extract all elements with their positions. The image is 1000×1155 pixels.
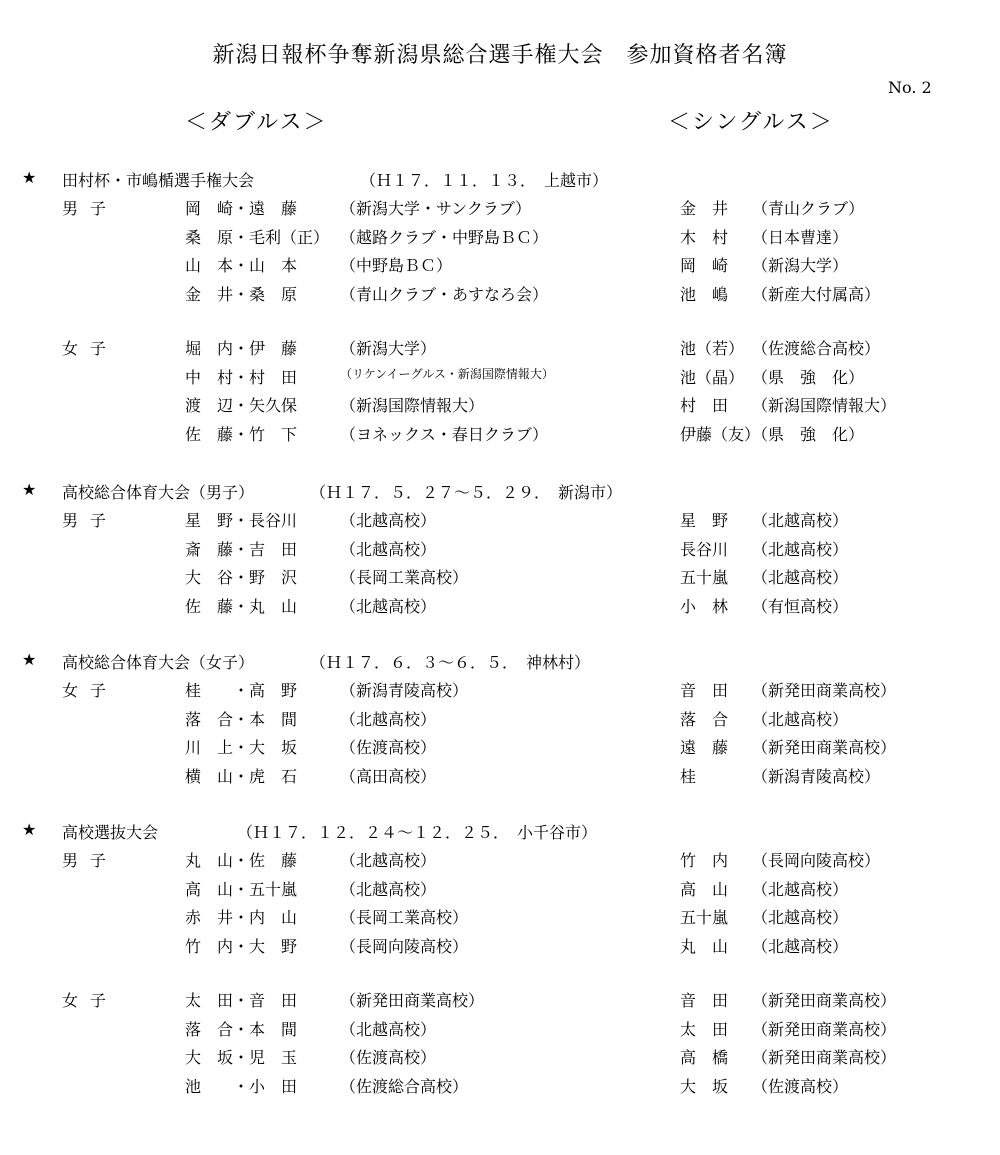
doubles-pair: 山 本・山 本 bbox=[185, 256, 298, 276]
star-icon: ★ bbox=[22, 480, 37, 499]
entry-row bbox=[0, 1045, 1000, 1073]
doubles-club: （北越高校） bbox=[340, 709, 437, 729]
entry-row bbox=[0, 565, 1000, 593]
singles-club: （新発田商業高校） bbox=[752, 681, 897, 700]
doubles-club: （北越高校） bbox=[340, 1019, 437, 1039]
singles-player: 伊藤（友） bbox=[680, 424, 761, 444]
singles-club: （新潟青陵高校） bbox=[752, 766, 881, 786]
entry-row bbox=[0, 764, 1000, 792]
singles-player: 木 村 bbox=[680, 227, 729, 247]
doubles-pair: 斎 藤・吉 田 bbox=[185, 539, 298, 559]
doubles-pair: 大 坂・児 玉 bbox=[185, 1048, 298, 1068]
doubles-club: （リケンイーグルス・新潟国際情報大） bbox=[340, 366, 554, 381]
doubles-club: （ヨネックス・春日クラブ） bbox=[340, 424, 549, 444]
doubles-club: （新潟大学） bbox=[340, 339, 437, 358]
singles-club: （北越高校） bbox=[752, 709, 849, 729]
entry-row bbox=[0, 1074, 1000, 1102]
singles-player: 池（晶） bbox=[680, 367, 745, 387]
entry-row bbox=[0, 877, 1000, 905]
doubles-pair: 中 村・村 田 bbox=[185, 367, 298, 387]
section-info: （Ｈ１７．５．２７～５．２９． 新潟市） bbox=[310, 483, 623, 502]
section-name: 高校選抜大会 bbox=[62, 823, 159, 842]
star-icon: ★ bbox=[22, 820, 37, 839]
gender-label: 男子 bbox=[62, 199, 119, 218]
doubles-pair: 丸 山・佐 藤 bbox=[185, 851, 298, 870]
star-icon: ★ bbox=[22, 650, 37, 669]
singles-player: 丸 山 bbox=[680, 936, 729, 956]
entry-row bbox=[0, 905, 1000, 933]
gender-label: 女子 bbox=[62, 339, 119, 358]
page-title: 新潟日報杯争奪新潟県総合選手権大会 参加資格者名簿 bbox=[212, 43, 788, 68]
singles-player: 長谷川 bbox=[680, 539, 729, 559]
singles-club: （新発田商業高校） bbox=[752, 1048, 897, 1068]
doubles-pair: 佐 藤・竹 下 bbox=[185, 424, 298, 444]
entry-row bbox=[0, 393, 1000, 421]
doubles-club: （新潟国際情報大） bbox=[340, 396, 485, 416]
singles-club: （佐渡総合高校） bbox=[752, 339, 881, 358]
singles-club: （北越高校） bbox=[752, 908, 849, 928]
section-info: （Ｈ１７．１１．１３． 上越市） bbox=[360, 171, 609, 190]
singles-club: （新発田商業高校） bbox=[752, 1019, 897, 1039]
doubles-heading: ＜ダブルス＞ bbox=[185, 110, 328, 135]
gender-label: 女子 bbox=[62, 991, 119, 1010]
entry-row bbox=[0, 282, 1000, 310]
singles-player: 音 田 bbox=[680, 681, 729, 700]
singles-club: （新発田商業高校） bbox=[752, 738, 897, 758]
singles-club: （佐渡高校） bbox=[752, 1076, 849, 1096]
gender-label: 女子 bbox=[62, 681, 119, 700]
doubles-pair: 佐 藤・丸 山 bbox=[185, 596, 298, 616]
singles-club: （県 強 化） bbox=[752, 367, 865, 387]
singles-player: 岡 崎 bbox=[680, 256, 729, 276]
singles-player: 村 田 bbox=[680, 396, 729, 416]
entry-row bbox=[0, 196, 1000, 224]
doubles-club: （佐渡高校） bbox=[340, 1048, 437, 1068]
entry-row bbox=[0, 422, 1000, 450]
singles-player: 池（若） bbox=[680, 339, 745, 358]
doubles-pair: 岡 崎・遠 藤 bbox=[185, 199, 298, 218]
singles-player: 桂 bbox=[680, 766, 697, 786]
doubles-pair: 堀 内・伊 藤 bbox=[185, 339, 298, 358]
doubles-club: （北越高校） bbox=[340, 596, 437, 616]
doubles-club: （佐渡総合高校） bbox=[340, 1076, 469, 1096]
doubles-club: （青山クラブ・あすなろ会） bbox=[340, 284, 549, 304]
entry-row bbox=[0, 848, 1000, 876]
doubles-club: （北越高校） bbox=[340, 851, 437, 870]
section-name: 田村杯・市嶋楯選手権大会 bbox=[62, 171, 255, 190]
singles-player: 大 坂 bbox=[680, 1076, 729, 1096]
singles-club: （北越高校） bbox=[752, 936, 849, 956]
doubles-pair: 竹 内・大 野 bbox=[185, 936, 298, 956]
doubles-club: （北越高校） bbox=[340, 539, 437, 559]
doubles-club: （長岡工業高校） bbox=[340, 568, 469, 588]
singles-player: 太 田 bbox=[680, 1019, 729, 1039]
doubles-pair: 横 山・虎 石 bbox=[185, 766, 298, 786]
singles-club: （北越高校） bbox=[752, 568, 849, 588]
gender-label: 男子 bbox=[62, 511, 119, 530]
singles-player: 小 林 bbox=[680, 596, 729, 616]
entry-row bbox=[0, 225, 1000, 253]
singles-player: 遠 藤 bbox=[680, 738, 729, 758]
doubles-club: （北越高校） bbox=[340, 879, 437, 899]
singles-player: 高 橋 bbox=[680, 1048, 729, 1068]
singles-club: （新発田商業高校） bbox=[752, 991, 897, 1010]
entry-row bbox=[0, 336, 1000, 364]
doubles-club: （北越高校） bbox=[340, 511, 437, 530]
singles-heading: ＜シングルス＞ bbox=[668, 110, 834, 135]
singles-club: （日本曹達） bbox=[752, 227, 849, 247]
singles-player: 五十嵐 bbox=[680, 568, 729, 588]
entry-row bbox=[0, 508, 1000, 536]
entry-row bbox=[0, 1017, 1000, 1045]
singles-club: （北越高校） bbox=[752, 879, 849, 899]
entry-row bbox=[0, 707, 1000, 735]
doubles-pair: 川 上・大 坂 bbox=[185, 738, 298, 758]
singles-club: （北越高校） bbox=[752, 511, 849, 530]
singles-club: （北越高校） bbox=[752, 539, 849, 559]
doubles-pair: 桑 原・毛利（正） bbox=[185, 227, 330, 247]
singles-player: 落 合 bbox=[680, 709, 729, 729]
singles-player: 竹 内 bbox=[680, 851, 729, 870]
doubles-pair: 金 井・桑 原 bbox=[185, 284, 298, 304]
doubles-club: （長岡工業高校） bbox=[340, 908, 469, 928]
doubles-pair: 渡 辺・矢久保 bbox=[185, 396, 298, 416]
singles-player: 池 嶋 bbox=[680, 284, 729, 304]
doubles-club: （新潟青陵高校） bbox=[340, 681, 469, 700]
doubles-pair: 大 谷・野 沢 bbox=[185, 568, 298, 588]
section-info: （Ｈ１７．１２．２４～１２．２５． 小千谷市） bbox=[237, 823, 598, 842]
entry-row bbox=[0, 934, 1000, 962]
entry-row bbox=[0, 988, 1000, 1016]
doubles-club: （越路クラブ・中野島ＢＣ） bbox=[340, 227, 549, 247]
entry-row bbox=[0, 678, 1000, 706]
doubles-pair: 桂 ・高 野 bbox=[185, 681, 298, 700]
entry-row bbox=[0, 735, 1000, 763]
doubles-club: （新潟大学・サンクラブ） bbox=[340, 199, 532, 218]
doubles-club: （長岡向陵高校） bbox=[340, 936, 469, 956]
doubles-pair: 落 合・本 間 bbox=[185, 709, 298, 729]
doubles-pair: 星 野・長谷川 bbox=[185, 511, 298, 530]
section-name: 高校総合体育大会（男子） bbox=[62, 483, 255, 502]
doubles-club: （佐渡高校） bbox=[340, 738, 437, 758]
page-number: No. 2 bbox=[888, 78, 932, 97]
doubles-pair: 赤 井・内 山 bbox=[185, 908, 298, 928]
singles-player: 五十嵐 bbox=[680, 908, 729, 928]
singles-club: （長岡向陵高校） bbox=[752, 851, 881, 870]
singles-club: （県 強 化） bbox=[752, 424, 865, 444]
entry-row bbox=[0, 594, 1000, 622]
entry-row bbox=[0, 537, 1000, 565]
doubles-pair: 太 田・音 田 bbox=[185, 991, 298, 1010]
doubles-club: （新発田商業高校） bbox=[340, 991, 485, 1010]
singles-player: 高 山 bbox=[680, 879, 729, 899]
doubles-club: （高田高校） bbox=[340, 766, 437, 786]
section-info: （Ｈ１７．６．３～６．５． 神林村） bbox=[310, 653, 591, 672]
doubles-club: （中野島ＢＣ） bbox=[340, 256, 453, 276]
singles-player: 星 野 bbox=[680, 511, 729, 530]
singles-player: 音 田 bbox=[680, 991, 729, 1010]
singles-player: 金 井 bbox=[680, 199, 729, 218]
gender-label: 男子 bbox=[62, 851, 119, 870]
entry-row bbox=[0, 365, 1000, 393]
singles-club: （新産大付属高） bbox=[752, 284, 881, 304]
entry-row bbox=[0, 253, 1000, 281]
section-name: 高校総合体育大会（女子） bbox=[62, 653, 255, 672]
doubles-pair: 高 山・五十嵐 bbox=[185, 879, 298, 899]
singles-club: （新潟大学） bbox=[752, 256, 849, 276]
singles-club: （新潟国際情報大） bbox=[752, 396, 897, 416]
star-icon: ★ bbox=[22, 168, 37, 187]
singles-club: （青山クラブ） bbox=[752, 199, 865, 218]
singles-club: （有恒高校） bbox=[752, 596, 849, 616]
doubles-pair: 落 合・本 間 bbox=[185, 1019, 298, 1039]
doubles-pair: 池 ・小 田 bbox=[185, 1076, 298, 1096]
